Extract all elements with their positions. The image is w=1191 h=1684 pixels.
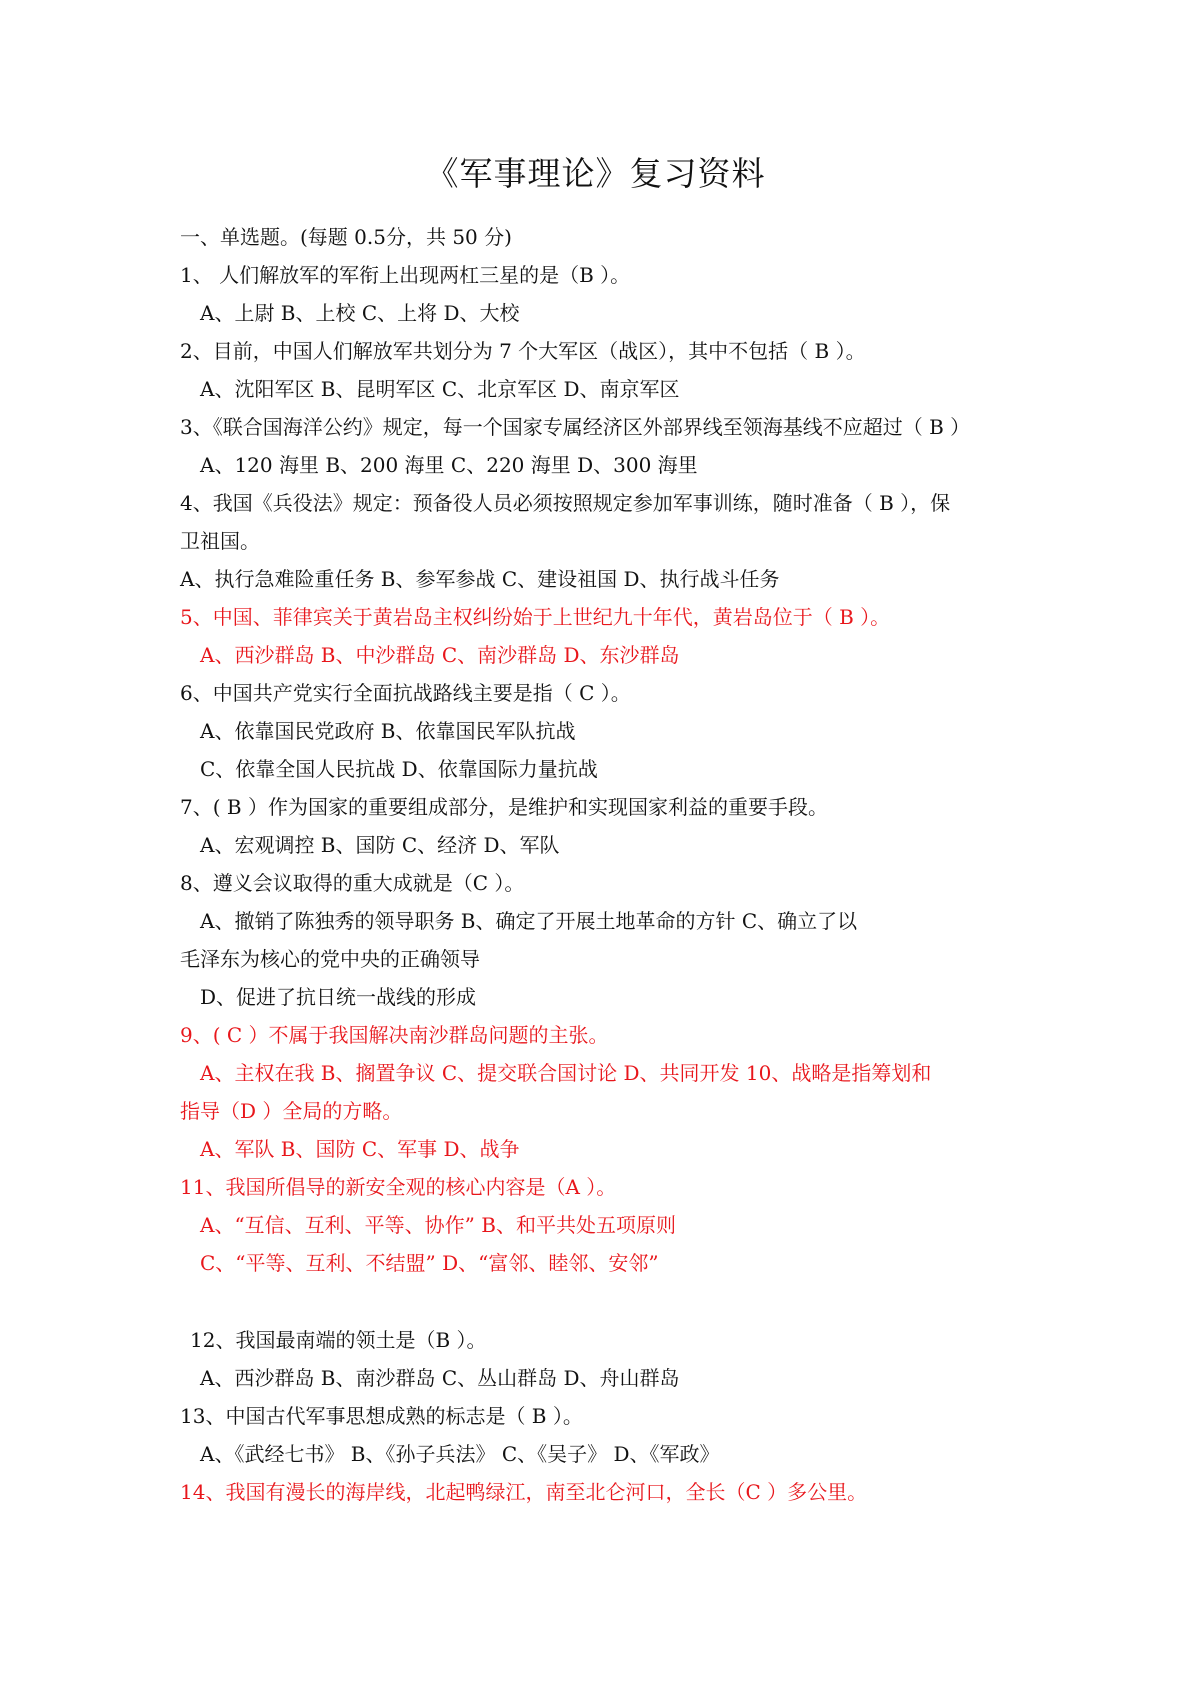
- question-14: 14、我国有漫长的海岸线，北起鸭绿江，南至北仑河口，全长（C ）多公里。: [180, 1480, 868, 1504]
- options-1: A、上尉 B、上校 C、上将 D、大校: [200, 301, 520, 325]
- question-6: 6、中国共产党实行全面抗战路线主要是指（ C ）。: [180, 681, 631, 705]
- options-6-cd: C、依靠全国人民抗战 D、依靠国际力量抗战: [200, 757, 598, 781]
- options-5: A、西沙群岛 B、中沙群岛 C、南沙群岛 D、东沙群岛: [200, 643, 680, 667]
- options-8-d: D、促进了抗日统一战线的形成: [200, 985, 477, 1009]
- options-6-ab: A、依靠国民党政府 B、依靠国民军队抗战: [200, 719, 576, 743]
- question-8: 8、遵义会议取得的重大成就是（C ）。: [180, 871, 525, 895]
- options-2: A、沈阳军区 B、昆明军区 C、北京军区 D、南京军区: [200, 377, 680, 401]
- options-11-cd: C、“平等、互利、不结盟” D、“富邻、睦邻、安邻”: [200, 1251, 659, 1275]
- options-10: A、军队 B、国防 C、军事 D、战争: [200, 1137, 520, 1161]
- section-header: 一、单选题。(每题 0.5分，共 50 分): [180, 225, 512, 249]
- options-8-abc: A、撤销了陈独秀的领导职务 B、确定了开展土地革命的方针 C、确立了以: [200, 909, 858, 933]
- options-12: A、西沙群岛 B、南沙群岛 C、丛山群岛 D、舟山群岛: [200, 1366, 680, 1390]
- options-13: A、《武经七书》 B、《孙子兵法》 C、《吴子》 D、《军政》: [200, 1442, 720, 1466]
- question-10-cont: 指导（D ）全局的方略。: [180, 1099, 403, 1123]
- question-11: 11、我国所倡导的新安全观的核心内容是（A ）。: [180, 1175, 617, 1199]
- page-title: 《军事理论》复习资料: [425, 154, 766, 193]
- question-7: 7、( B ）作为国家的重要组成部分，是维护和实现国家利益的重要手段。: [180, 795, 828, 819]
- question-12: 12、我国最南端的领土是（B ）。: [190, 1328, 487, 1352]
- options-7: A、宏观调控 B、国防 C、经济 D、军队: [200, 833, 560, 857]
- question-2: 2、目前，中国人们解放军共划分为 7 个大军区（战区），其中不包括（ B ）。: [180, 339, 866, 363]
- question-4: 4、我国《兵役法》规定：预备役人员必须按照规定参加军事训练，随时准备（ B ），保: [180, 491, 951, 515]
- question-9: 9、( C ）不属于我国解决南沙群岛问题的主张。: [180, 1023, 609, 1047]
- options-3: A、120 海里 B、200 海里 C、220 海里 D、300 海里: [200, 453, 698, 477]
- options-9-question-10: A、主权在我 B、搁置争议 C、提交联合国讨论 D、共同开发 10、战略是指筹划和: [200, 1061, 932, 1085]
- question-5: 5、中国、菲律宾关于黄岩岛主权纠纷始于上世纪九十年代，黄岩岛位于（ B ）。: [180, 605, 891, 629]
- question-13: 13、中国古代军事思想成熟的标志是（ B ）。: [180, 1404, 583, 1428]
- options-4: A、执行急难险重任务 B、参军参战 C、建设祖国 D、执行战斗任务: [180, 567, 780, 591]
- question-1: 1、 人们解放军的军衔上出现两杠三星的是（B ）。: [180, 263, 631, 287]
- question-4-cont: 卫祖国。: [180, 529, 260, 553]
- options-11-ab: A、“互信、互利、平等、协作” B、和平共处五项原则: [200, 1213, 676, 1237]
- options-8-cont: 毛泽东为核心的党中央的正确领导: [180, 947, 480, 971]
- question-3: 3、《联合国海洋公约》规定，每一个国家专属经济区外部界线至领海基线不应超过（ B ）: [180, 415, 971, 439]
